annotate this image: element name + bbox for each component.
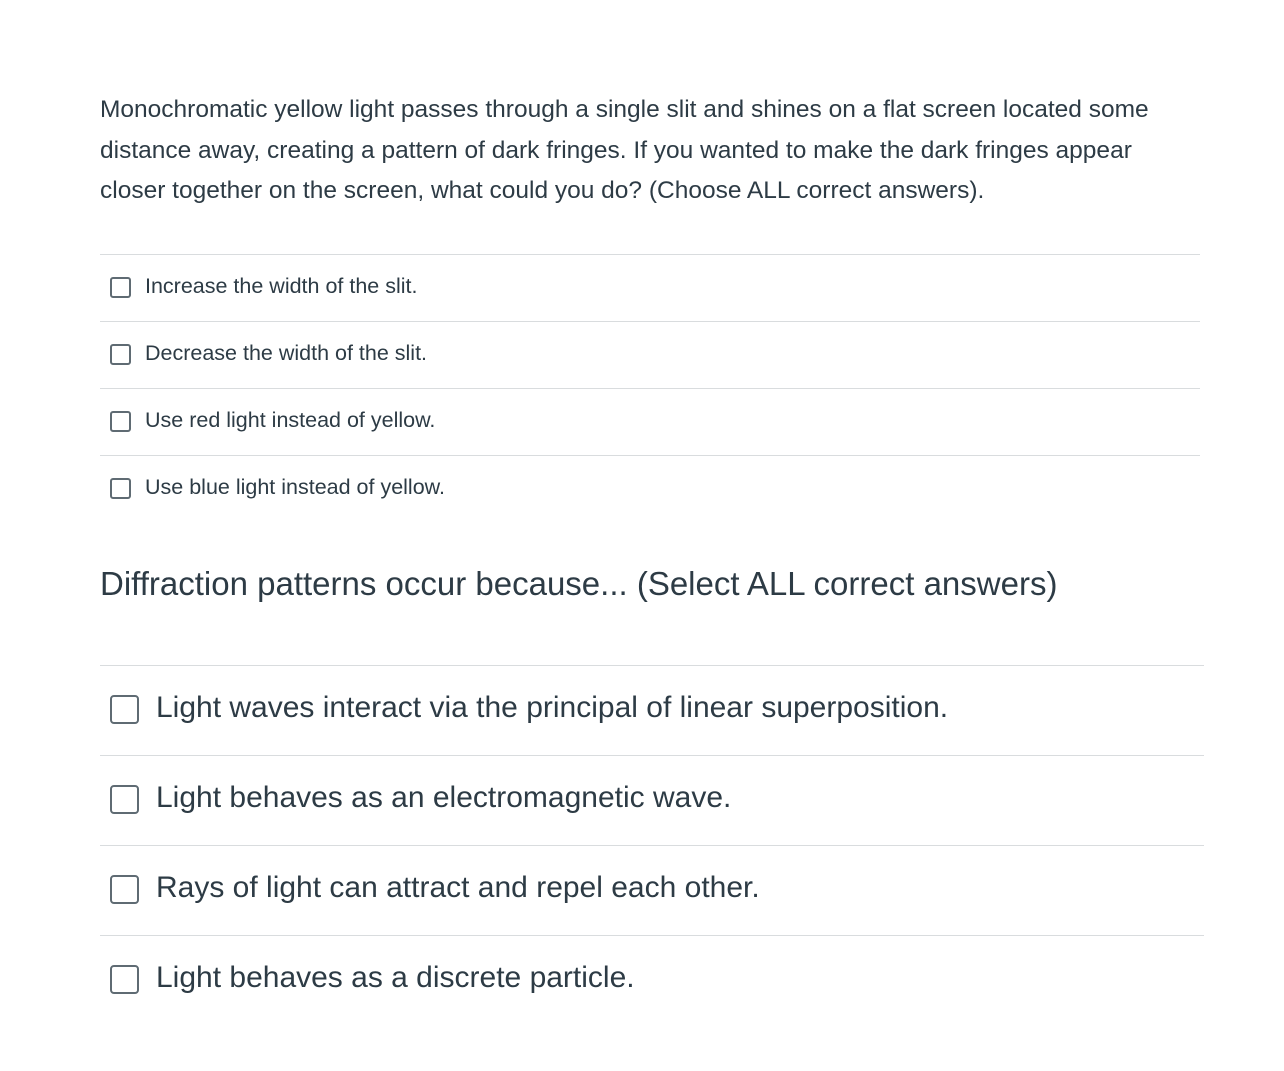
answer-label: Light behaves as an electromagnetic wave. <box>156 781 732 814</box>
answer-label: Use red light instead of yellow. <box>145 408 436 432</box>
checkbox[interactable] <box>110 965 139 994</box>
answer-option[interactable] <box>100 254 1200 321</box>
checkbox[interactable] <box>110 875 139 904</box>
checkbox[interactable] <box>110 785 139 814</box>
question-1 <box>100 90 1200 499</box>
answer-label: Rays of light can attract and repel each other. <box>156 871 760 904</box>
question-2-prompt: Diffraction patterns occur because... (Select ALL correct answers) <box>100 565 1058 602</box>
answer-option[interactable] <box>100 388 1200 455</box>
answer-label: Increase the width of the slit. <box>145 274 418 298</box>
answer-label: Use blue light instead of yellow. <box>145 475 445 499</box>
question-2 <box>100 560 1204 994</box>
answer-option[interactable] <box>100 935 1204 1025</box>
checkbox[interactable] <box>110 344 131 365</box>
checkbox[interactable] <box>110 695 139 724</box>
answer-option[interactable] <box>100 321 1200 388</box>
answer-option[interactable] <box>100 845 1204 935</box>
answer-option[interactable] <box>100 665 1204 755</box>
answer-label: Light waves interact via the principal of linear superposition. <box>156 691 949 724</box>
question-1-answer-list <box>100 254 1200 522</box>
answer-option[interactable] <box>100 755 1204 845</box>
checkbox[interactable] <box>110 277 131 298</box>
question-1-prompt: Monochromatic yellow light passes through a single slit and shines on a flat screen located some distance away, creating a pattern of dark fringes. If you wanted to make the dark fringes appear closer together on the screen, what could you do? (Choose ALL correct answers). <box>100 96 1149 204</box>
answer-label: Light behaves as a discrete particle. <box>156 961 635 994</box>
answer-label: Decrease the width of the slit. <box>145 341 428 365</box>
answer-option[interactable] <box>100 455 1200 522</box>
checkbox[interactable] <box>110 411 131 432</box>
question-2-answer-list <box>100 665 1204 1025</box>
checkbox[interactable] <box>110 478 131 499</box>
